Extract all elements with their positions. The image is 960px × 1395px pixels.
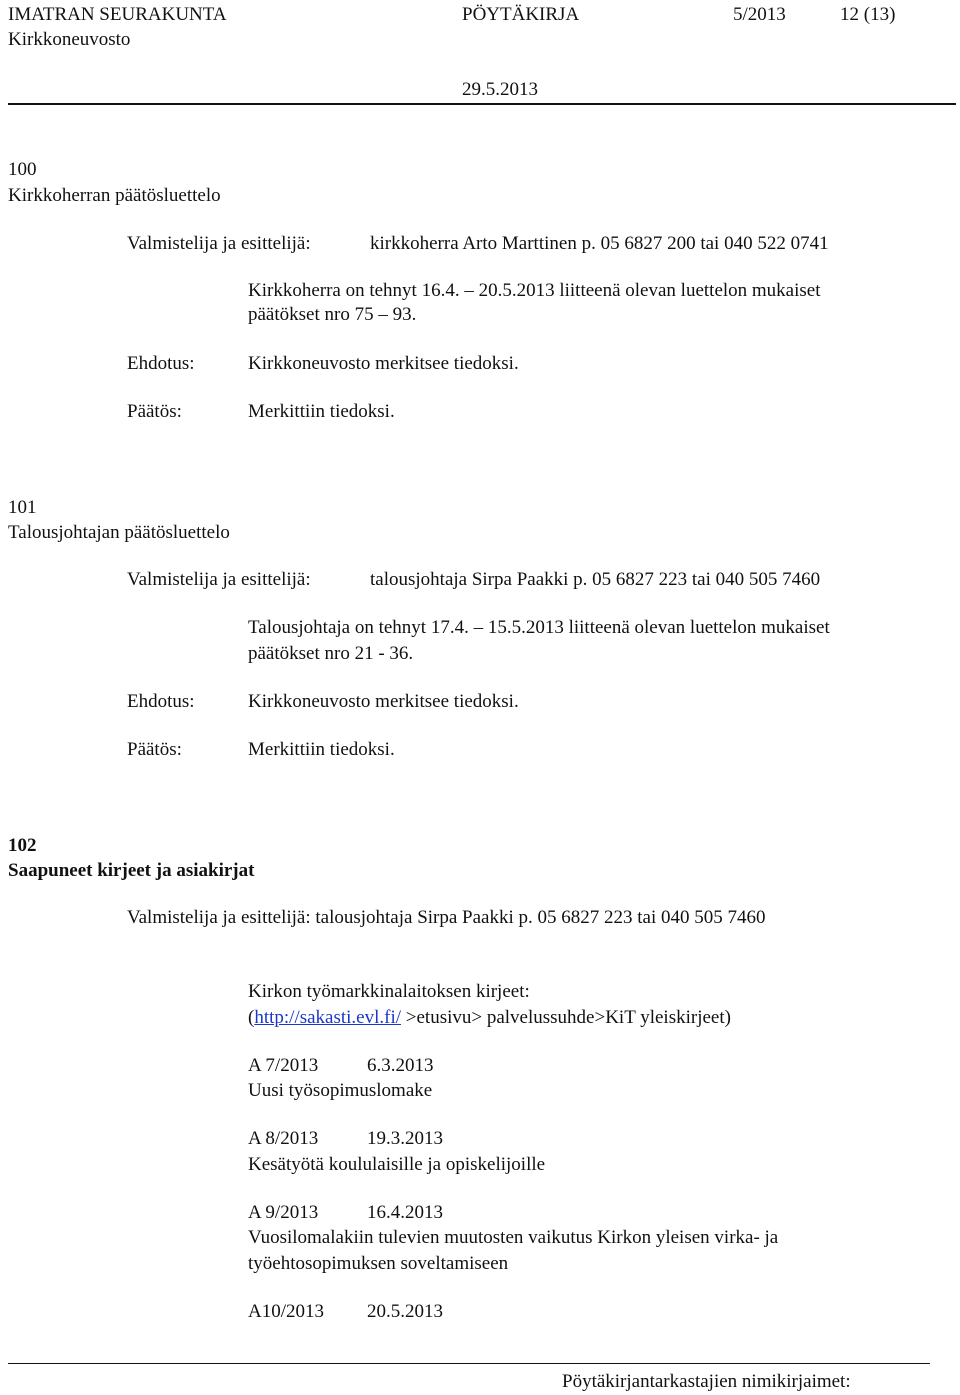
- letter-1-date: 6.3.2013: [367, 1055, 434, 1076]
- section-100-number: 100: [8, 159, 37, 180]
- letter-3-code: A 9/2013: [248, 1202, 319, 1223]
- section-101-proposal: Kirkkoneuvosto merkitsee tiedoksi.: [248, 691, 519, 712]
- section-100-body-line-1: Kirkkoherra on tehnyt 16.4. – 20.5.2013 liitteenä olevan luettelon mukaiset: [248, 280, 821, 301]
- letter-3-title-line-1: Vuosilomalakiin tulevien muutosten vaikutus Kirkon yleisen virka- ja: [248, 1227, 779, 1248]
- section-101-title: Talousjohtajan päätösluettelo: [8, 522, 230, 543]
- section-101-decision: Merkittiin tiedoksi.: [248, 739, 395, 760]
- section-100-body-line-2: päätökset nro 75 – 93.: [248, 304, 417, 325]
- letter-4-date: 20.5.2013: [367, 1301, 443, 1322]
- section-101-body-line-1: Talousjohtaja on tehnyt 17.4. – 15.5.2013 liitteenä olevan luettelon mukaiset: [248, 617, 830, 638]
- letter-1-code: A 7/2013: [248, 1055, 319, 1076]
- section-100-decision: Merkittiin tiedoksi.: [248, 401, 395, 422]
- letter-2-date: 19.3.2013: [367, 1128, 443, 1149]
- header-page: 12 (13): [840, 4, 896, 25]
- header-org: IMATRAN SEURAKUNTA: [8, 4, 227, 25]
- section-100-preparer-label: Valmistelija ja esittelijä:: [127, 233, 311, 254]
- link-open-paren: (: [248, 1007, 255, 1028]
- letter-3-date: 16.4.2013: [367, 1202, 443, 1223]
- section-100-preparer: kirkkoherra Arto Marttinen p. 05 6827 200 tai 040 522 0741: [370, 233, 829, 254]
- letters-heading: Kirkon työmarkkinalaitoksen kirjeet:: [248, 981, 530, 1002]
- letter-2-code: A 8/2013: [248, 1128, 319, 1149]
- header-number: 5/2013: [733, 4, 786, 25]
- section-102-number: 102: [8, 835, 37, 856]
- header-rule: [8, 103, 956, 105]
- letter-4-code: A10/2013: [248, 1301, 324, 1322]
- section-101-decision-label: Päätös:: [127, 739, 182, 760]
- header-date: 29.5.2013: [462, 79, 538, 100]
- footer-signature-label: Pöytäkirjantarkastajien nimikirjaimet:: [562, 1371, 851, 1392]
- link-rest-text: >etusivu> palvelussuhde>KiT yleiskirjeet): [401, 1007, 731, 1028]
- letter-2-title: Kesätyötä koululaisille ja opiskelijoille: [248, 1154, 546, 1175]
- section-101-proposal-label: Ehdotus:: [127, 691, 195, 712]
- section-101-preparer: talousjohtaja Sirpa Paakki p. 05 6827 223 tai 040 505 7460: [370, 569, 821, 590]
- section-101-body-line-2: päätökset nro 21 - 36.: [248, 643, 414, 664]
- section-101-number: 101: [8, 497, 37, 518]
- section-100-title: Kirkkoherran päätösluettelo: [8, 185, 221, 206]
- section-100-proposal-label: Ehdotus:: [127, 353, 195, 374]
- section-101-preparer-label: Valmistelija ja esittelijä:: [127, 569, 311, 590]
- header-body-name: Kirkkoneuvosto: [8, 29, 131, 50]
- letter-3-title-line-2: työehtosopimuksen soveltamiseen: [248, 1253, 509, 1274]
- sakasti-link[interactable]: http://sakasti.evl.fi/: [254, 1007, 402, 1028]
- header-doc-type: PÖYTÄKIRJA: [462, 4, 580, 25]
- footer-rule: [8, 1363, 930, 1364]
- section-100-proposal: Kirkkoneuvosto merkitsee tiedoksi.: [248, 353, 519, 374]
- letters-source-line: [248, 1005, 731, 1031]
- letter-1-title: Uusi työsopimuslomake: [248, 1080, 433, 1101]
- section-102-title: Saapuneet kirjeet ja asiakirjat: [8, 860, 255, 881]
- section-100-decision-label: Päätös:: [127, 401, 182, 422]
- section-102-preparer-line: Valmistelija ja esittelijä: talousjohtaja Sirpa Paakki p. 05 6827 223 tai 040 505 7460: [127, 907, 766, 928]
